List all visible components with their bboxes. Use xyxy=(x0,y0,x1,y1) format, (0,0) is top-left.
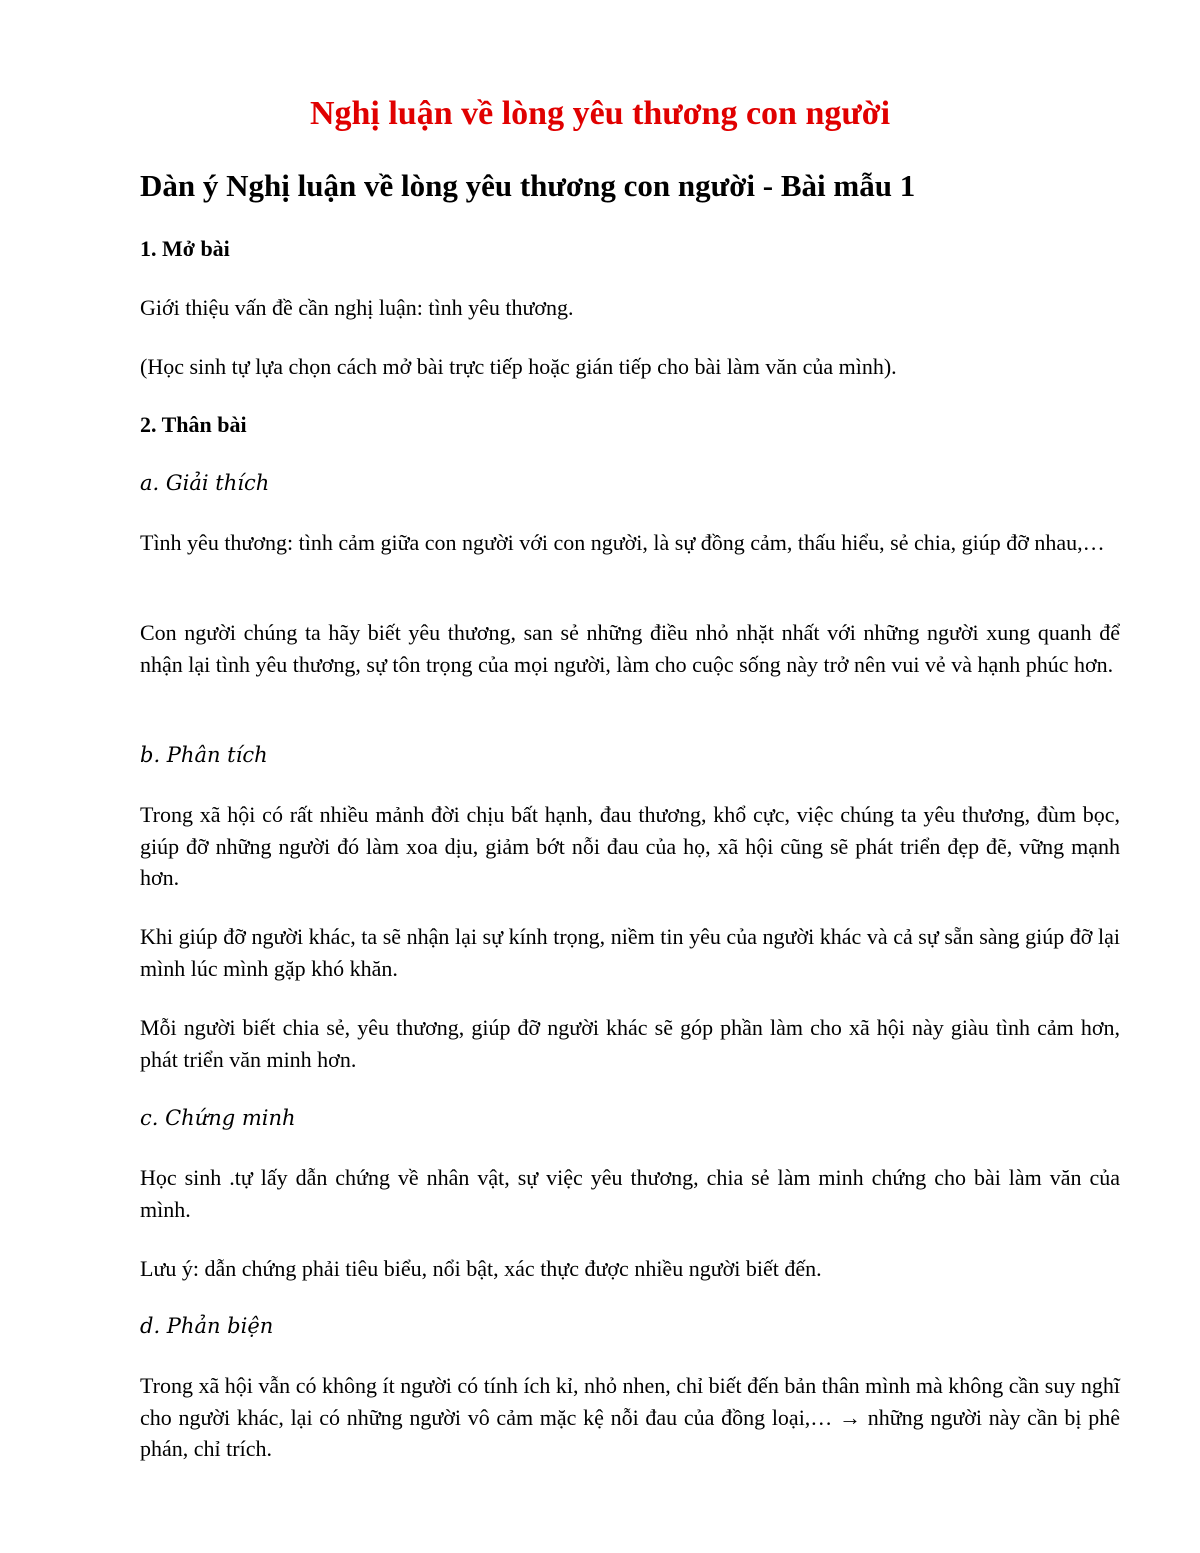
paragraph: Lưu ý: dẫn chứng phải tiêu biểu, nổi bật, xác thực được nhiều người biết đến. xyxy=(140,1256,822,1281)
paragraph: Khi giúp đỡ người khác, ta sẽ nhận lại sự kính trọng, niềm tin yêu của người khác và cả sự sẵn sàng giúp đỡ lại mình lúc mình gặp khó khăn. xyxy=(140,924,1120,981)
section-body-heading: 2. Thân bài xyxy=(140,412,247,437)
paragraph: Con người chúng ta hãy biết yêu thương, san sẻ những điều nhỏ nhặt nhất với những người xung quanh để nhận lại tình yêu thương, sự tôn trọng của mọi người, làm cho cuộc sống này trở nên vui vẻ và hạnh phúc hơn. xyxy=(140,620,1120,677)
subsection-analysis-label: b. Phân tích xyxy=(140,743,268,767)
paragraph: Trong xã hội vẫn có không ít người có tính ích kỉ, nhỏ nhen, chỉ biết đến bản thân mình mà không cần suy nghĩ cho người khác, lại có những người vô cảm mặc kệ nỗi đau của đồng loại,… → những người này cần bị phê phán, chỉ trích. xyxy=(140,1373,1120,1461)
subsection-proof-label: c. Chứng minh xyxy=(140,1106,296,1130)
subsection-counter-label: d. Phản biện xyxy=(140,1314,274,1338)
paragraph: Mỗi người biết chia sẻ, yêu thương, giúp đỡ người khác sẽ góp phần làm cho xã hội này giàu tình cảm hơn, phát triển văn minh hơn. xyxy=(140,1015,1120,1072)
document-title: Nghị luận về lòng yêu thương con người xyxy=(309,95,891,132)
paragraph: Học sinh .tự lấy dẫn chứng về nhân vật, sự việc yêu thương, chia sẻ làm minh chứng cho bài làm văn của mình. xyxy=(140,1165,1120,1222)
paragraph: (Học sinh tự lựa chọn cách mở bài trực tiếp hoặc gián tiếp cho bài làm văn của mình). xyxy=(140,354,897,379)
paragraph: Trong xã hội có rất nhiều mảnh đời chịu bất hạnh, đau thương, khổ cực, việc chúng ta yêu thương, đùm bọc, giúp đỡ những người đó làm xoa dịu, giảm bớt nỗi đau của họ, xã hội cũng sẽ phát triển đẹp đẽ, vững mạnh hơn. xyxy=(140,802,1120,890)
subsection-explain-label: a. Giải thích xyxy=(140,471,270,495)
paragraph: Giới thiệu vấn đề cần nghị luận: tình yêu thương. xyxy=(140,295,574,320)
paragraph: Tình yêu thương: tình cảm giữa con người với con người, là sự đồng cảm, thấu hiểu, sẻ chia, giúp đỡ nhau,… xyxy=(140,530,1105,555)
outline-heading: Dàn ý Nghị luận về lòng yêu thương con người - Bài mẫu 1 xyxy=(140,168,916,203)
section-open-heading: 1. Mở bài xyxy=(140,236,230,261)
